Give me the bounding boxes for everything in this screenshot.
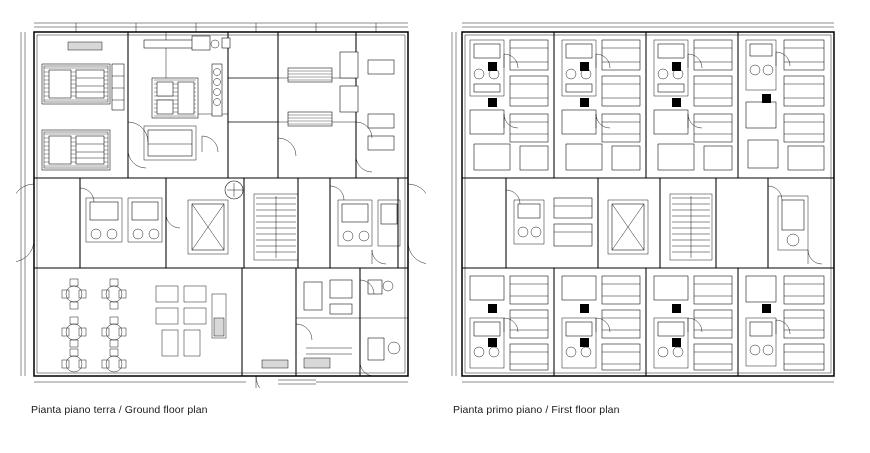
first-floor-plan-drawing <box>448 18 848 388</box>
first-floor-plan <box>448 18 848 388</box>
ground-floor-plan-drawing <box>16 18 426 388</box>
ground-floor-plan <box>16 18 426 388</box>
first-floor-plan-caption: Pianta primo piano / First floor plan <box>453 404 620 416</box>
ground-floor-plan-caption: Pianta piano terra / Ground floor plan <box>31 404 208 416</box>
